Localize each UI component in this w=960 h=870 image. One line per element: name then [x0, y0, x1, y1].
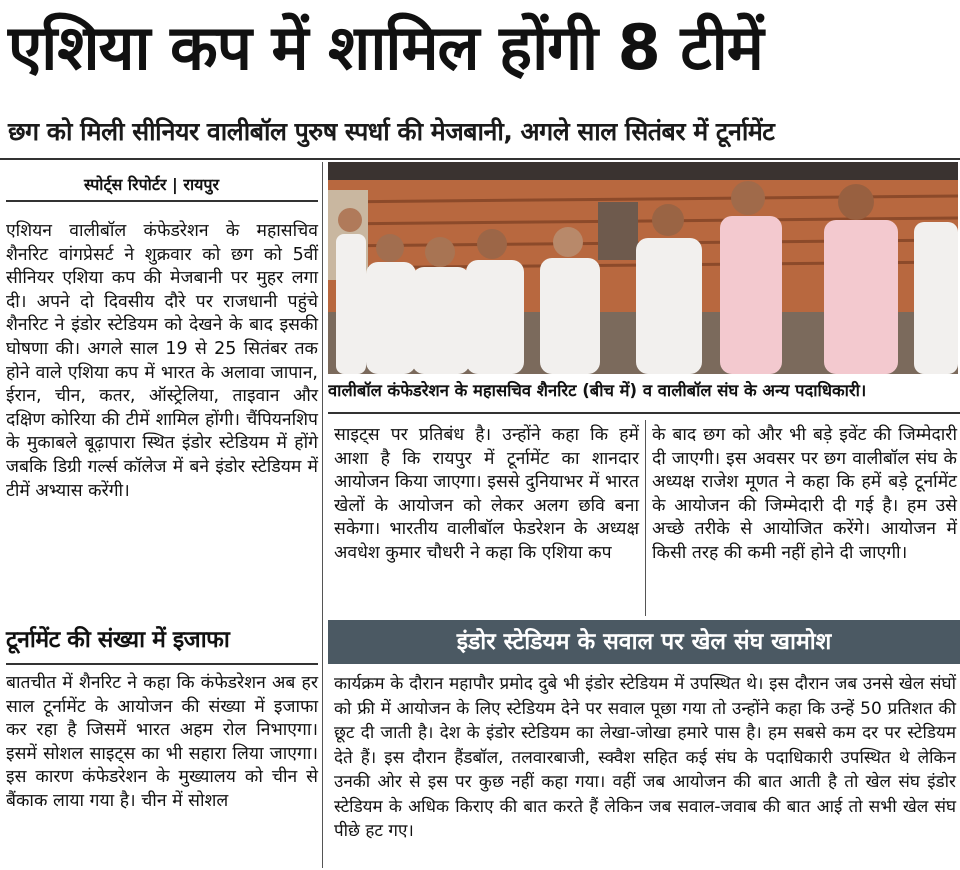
top-divider [0, 158, 960, 160]
section-heading-tournament: टूर्नामेंट की संख्या में इजाफा [6, 627, 230, 653]
photo-illustration [328, 162, 958, 374]
headline: एशिया कप में शामिल होंगी 8 टीमें [8, 11, 763, 84]
section1-column [6, 672, 318, 868]
intro-column [6, 220, 318, 610]
caption-divider [328, 412, 960, 414]
column-divider [322, 162, 323, 868]
section2-column [334, 672, 956, 868]
photo-caption: वालीबॉल कंफेडरेशन के महासचिव शैनरिट (बीच में) व वालीबॉल संघ के अन्य पदाधिकारी। [328, 381, 867, 400]
mid-column-divider [645, 420, 646, 616]
section-heading-stadium: इंडोर स्टेडियम के सवाल पर खेल संघ खामोश [328, 620, 960, 664]
intro-text: एशियन वालीबॉल कंफेडरेशन के महासचिव शैनरिट वांगप्रेसर्ट ने शुक्रवार को छग को 5वीं सीनियर एशिया कप की मेजबानी पर मुहर लगा दी। अपने दो दिवसीय दौरे पर राजधानी पहुंचे शैनरिट ने इंडोर स्टेडियम को देखने के बाद इसकी घोषणा की। अगले साल 19 से 25 सितंबर तक होने वाले एशिया कप में भारत के अलावा जापान, ईरान, चीन, कतर, ऑस्ट्रेलिया, ताइवान और दक्षिण कोरिया की टीमें शामिल होंगी। चैंपियनशिप के मुकाबले बूढ़ापारा स्थित इंडोर स्टेडियम में होंगे जबकि डिग्री गर्ल्स कॉलेज में बने इंडोर स्टेडियम में टीमें अभ्यास करेंगी। [6, 221, 318, 501]
col2-text: साइट्स पर प्रतिबंध है। उन्होंने कहा कि हमें आशा है कि रायपुर में टूर्नामेंट का शानदार आयोजन किया जाएगा। इससे दुनियाभर में भारत खेलों के आयोजन को लेकर अलग छवि बना सकेगा। भारतीय वालीबॉल फेडरेशन के अध्यक्ष अवधेश कुमार चौधरी ने कहा कि एशिया कप [334, 425, 639, 563]
section-divider [6, 663, 318, 665]
news-photo [328, 162, 958, 374]
byline-divider [6, 200, 318, 202]
middle-column [334, 424, 639, 616]
right-column [652, 424, 957, 616]
section2-text: कार्यक्रम के दौरान महापौर प्रमोद दुबे भी इंडोर स्टेडियम में उपस्थित थे। इस दौरान जब उनसे खेल संघों को फ्री में आयोजन के लिए स्टेडियम देने पर सवाल पूछा गया तो उन्होंने कहा कि उन्हें 50 प्रतिशत की छूट दी जाती है। देश के इंडोर स्टेडियम का लेखा-जोखा हमारे पास है। हम सबसे कम दर पर स्टेडियम देते हैं। इस दौरान हैंडबॉल, तलवारबाजी, स्क्वैश सहित कई संघ के पदाधिकारी उपस्थित थे लेकिन उनकी ओर से इस पर कुछ नहीं कहा गया। वहीं जब आयोजन की बात आती है तो खेल संघ इंडोर स्टेडियम के अधिक किराए की बात करते हैं लेकिन जब सवाल-जवाब की बात आई तो सभी खेल संघ पीछे हट गए। [334, 674, 956, 841]
section1-text: बातचीत में शैनरिट ने कहा कि कंफेडरेशन अब हर साल टूर्नामेंट के आयोजन की संख्या में इजाफा कर रहा है जिसमें भारत अहम रोल निभाएगा। इसमें सोशल साइट्स का भी सहारा लिया जाएगा। इस कारण कंफेडरेशन के मुख्यालय को चीन से बैंकाक लाया गया है। चीन में सोशल [6, 673, 318, 811]
col3-text: के बाद छग को और भी बड़े इवेंट की जिम्मेदारी दी जाएगी। इस अवसर पर छग वालीबॉल संघ के अध्यक्ष राजेश मूणत ने कहा कि हमें बड़े टूर्नामेंट के आयोजन की जिम्मेदारी दी गई है। हम उसे अच्छे तरीके से आयोजित करेंगे। आयोजन में किसी तरह की कमी नहीं होने दी जाएगी। [652, 425, 957, 563]
subheadline: छग को मिली सीनियर वालीबॉल पुरुष स्पर्धा की मेजबानी, अगले साल सितंबर में टूर्नामेंट [8, 117, 775, 146]
byline: स्पोर्ट्स रिपोर्टर | रायपुर [84, 175, 220, 194]
